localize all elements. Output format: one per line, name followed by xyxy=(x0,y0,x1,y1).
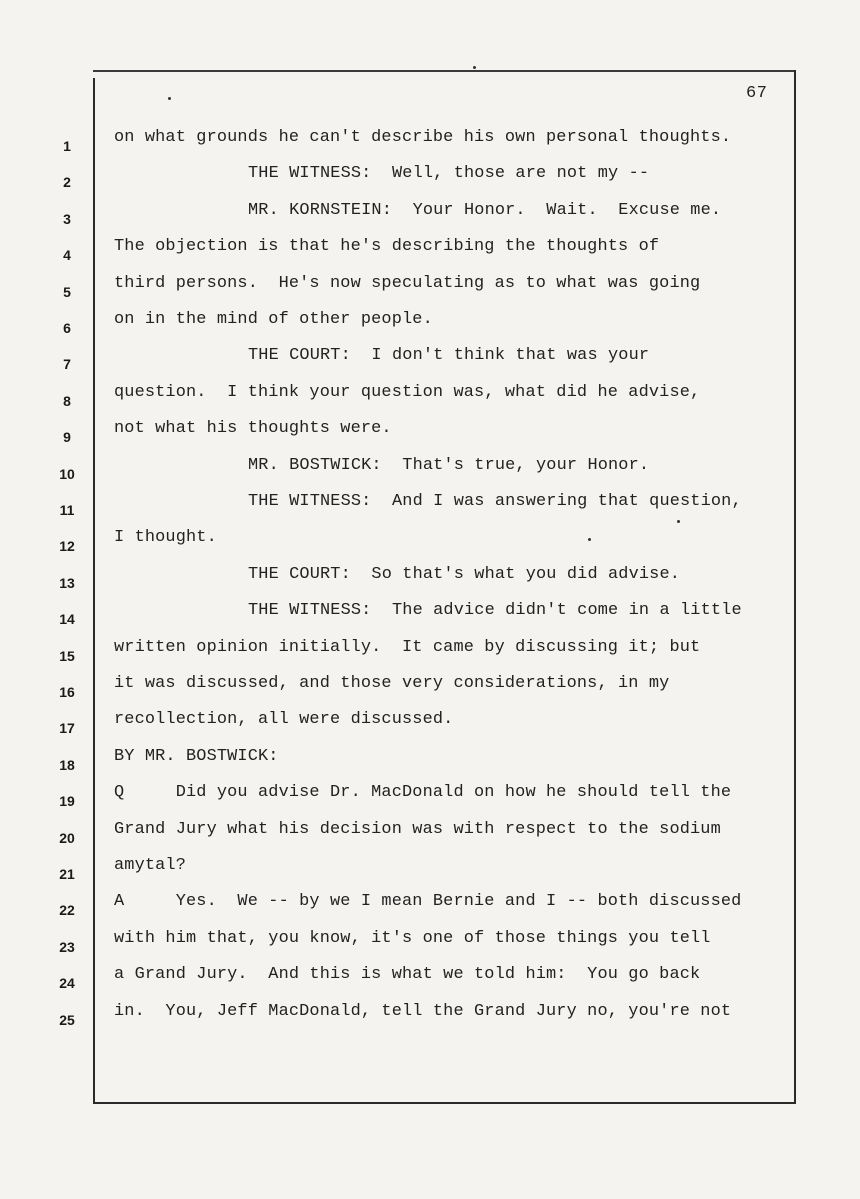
line-number: 24 xyxy=(59,975,75,992)
line-number: 17 xyxy=(59,720,75,737)
line-number: 4 xyxy=(63,247,71,264)
transcript-line: on in the mind of other people. xyxy=(114,310,433,329)
line-number: 21 xyxy=(59,866,75,882)
transcript-line: not what his thoughts were. xyxy=(114,419,392,439)
transcript-line: question. I think your question was, what did he advise, xyxy=(114,382,701,402)
transcript-line: recollection, all were discussed. xyxy=(114,710,454,730)
scan-speck xyxy=(473,66,476,69)
transcript-line: MR. KORNSTEIN: Your Honor. Wait. Excuse me. xyxy=(248,200,722,220)
line-number: 20 xyxy=(59,829,75,846)
transcript-line: with him that, you know, it's one of those things you tell xyxy=(114,928,711,948)
scan-speck xyxy=(677,520,680,523)
line-number: 11 xyxy=(59,502,75,518)
line-number: 14 xyxy=(59,611,75,628)
transcript-line: a Grand Jury. And this is what we told him: You go back xyxy=(114,965,701,985)
line-number: 19 xyxy=(59,793,75,810)
line-number: 23 xyxy=(59,938,75,955)
transcript-line: Grand Jury what his decision was with respect to the sodium xyxy=(114,819,721,839)
transcript-line: I thought. xyxy=(114,528,217,548)
transcript-line: The objection is that he's describing the thoughts of xyxy=(114,237,660,257)
page-number: 67 xyxy=(746,84,768,103)
transcript-line: THE WITNESS: Well, those are not my -- xyxy=(248,164,650,184)
right-margin-rule xyxy=(794,70,796,1104)
line-number: 3 xyxy=(63,210,71,227)
scan-speck xyxy=(168,97,171,100)
transcript-line: THE COURT: I don't think that was your xyxy=(248,346,650,366)
transcript-line: THE COURT: So that's what you did advise. xyxy=(248,564,681,584)
line-number: 22 xyxy=(59,902,75,919)
line-number: 16 xyxy=(59,684,75,700)
line-number: 25 xyxy=(59,1011,75,1028)
transcript-line: THE WITNESS: The advice didn't come in a little xyxy=(248,601,742,621)
bottom-border xyxy=(93,1102,796,1104)
transcript-line: it was discussed, and those very considerations, in my xyxy=(114,674,670,693)
line-number: 7 xyxy=(63,356,71,373)
line-number: 2 xyxy=(63,174,71,191)
transcript-line: Q Did you advise Dr. MacDonald on how he should tell the xyxy=(114,783,732,803)
transcript-line: on what grounds he can't describe his own personal thoughts. xyxy=(114,128,732,147)
line-number: 13 xyxy=(59,574,75,591)
line-number: 10 xyxy=(59,465,75,482)
line-number: 12 xyxy=(59,538,75,555)
transcript-line: MR. BOSTWICK: That's true, your Honor. xyxy=(248,455,650,475)
transcript-line: in. You, Jeff MacDonald, tell the Grand Jury no, you're not xyxy=(114,1001,732,1021)
line-number: 1 xyxy=(63,138,71,154)
line-number: 9 xyxy=(63,429,71,446)
line-number: 8 xyxy=(63,392,71,409)
left-margin-rule xyxy=(93,78,95,1104)
transcript-line: third persons. He's now speculating as to what was going xyxy=(114,273,701,293)
transcript-line: A Yes. We -- by we I mean Bernie and I -- both discussed xyxy=(114,892,742,912)
line-number: 18 xyxy=(59,756,75,773)
line-number: 6 xyxy=(63,320,71,336)
transcript-line: BY MR. BOSTWICK: xyxy=(114,746,279,766)
transcript-line: amytal? xyxy=(114,856,187,875)
line-number: 15 xyxy=(59,647,75,664)
line-number: 5 xyxy=(63,283,71,300)
transcript-line: written opinion initially. It came by discussing it; but xyxy=(114,637,701,657)
transcript-line: THE WITNESS: And I was answering that question, xyxy=(248,492,742,511)
top-border xyxy=(93,70,796,72)
